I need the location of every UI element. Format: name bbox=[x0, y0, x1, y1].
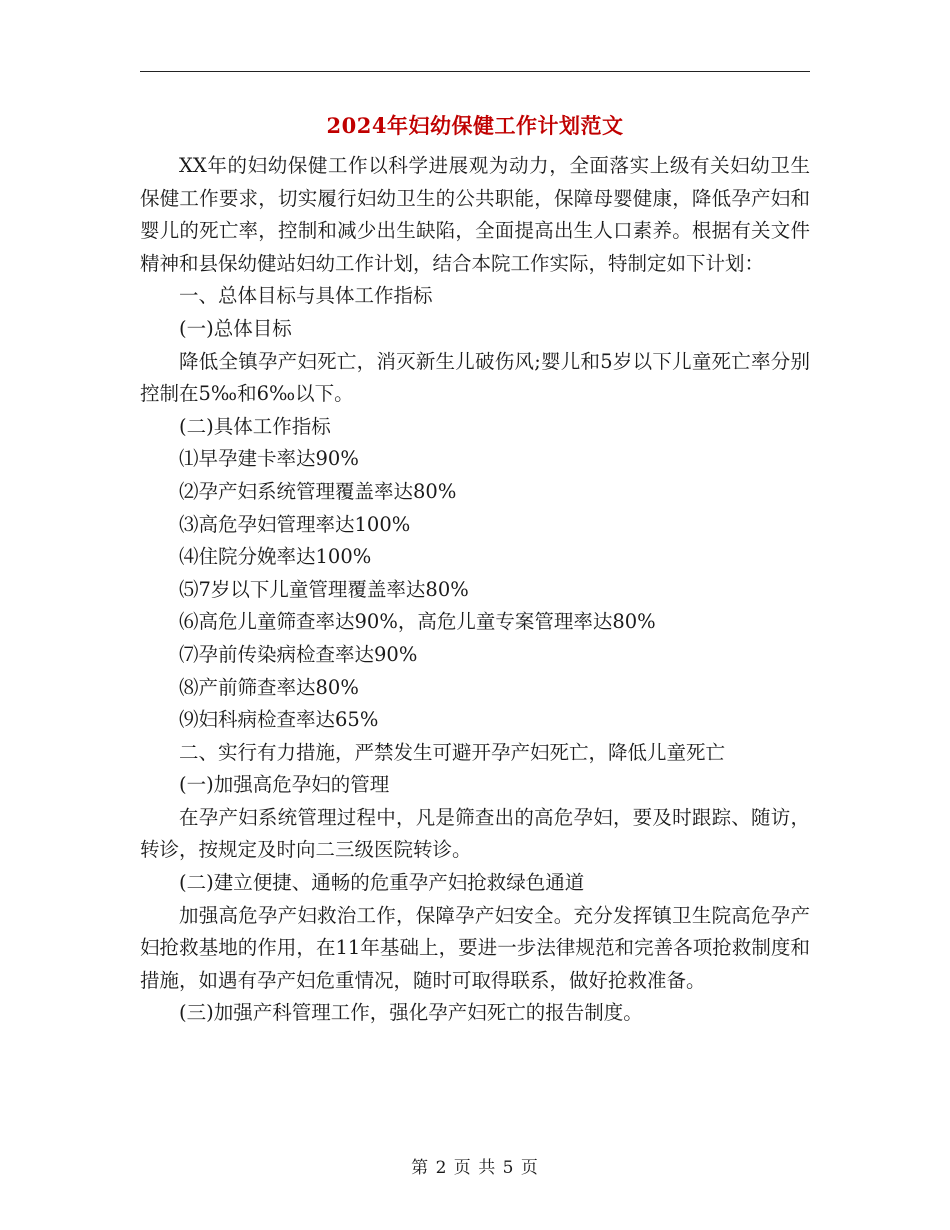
paragraph-overall-goal: 降低全镇孕产妇死亡，消灭新生儿破伤风;婴儿和5岁以下儿童死亡率分别控制在5‰和6‰以下。 bbox=[140, 349, 810, 406]
subheading-overall-goal: (一)总体目标 bbox=[179, 316, 292, 340]
page-number: 第 2 页 共 5 页 bbox=[411, 1158, 539, 1178]
paragraph-intro: XX年的妇幼保健工作以科学进展观为动力，全面落实上级有关妇幼卫生保健工作要求，切实履行妇幼卫生的公共职能，保障母婴健康，降低孕产妇和婴儿的死亡率，控制和减少出生缺陷，全面提高出生人口素养。根据有关文件精神和县保幼健站妇幼工作计划，结合本院工作实际，特制定如下计划： bbox=[140, 154, 810, 275]
list-item: ⑼妇科病检查率达65% bbox=[179, 708, 379, 732]
document-title: 2024年妇幼保健工作计划范文 bbox=[326, 113, 624, 138]
list-item: ⑵孕产妇系统管理覆盖率达80% bbox=[179, 479, 457, 503]
list-item: ⑹高危儿童筛查率达90%，高危儿童专案管理率达80% bbox=[179, 610, 656, 634]
heading-section-2: 二、实行有力措施，严禁发生可避开孕产妇死亡，降低儿童死亡 bbox=[179, 740, 726, 764]
heading-section-1: 一、总体目标与具体工作指标 bbox=[179, 284, 433, 308]
list-item: ⑶高危孕妇管理率达100% bbox=[179, 512, 411, 536]
subheading-obstetrics: (三)加强产科管理工作，强化孕产妇死亡的报告制度。 bbox=[179, 1001, 643, 1025]
list-item: ⑻产前筛查率达80% bbox=[179, 675, 359, 699]
list-item: ⑸7岁以下儿童管理覆盖率达80% bbox=[179, 577, 469, 601]
header-rule bbox=[140, 71, 810, 72]
subheading-high-risk: (一)加强高危孕妇的管理 bbox=[179, 773, 390, 797]
subheading-green-channel: (二)建立便捷、通畅的危重孕产妇抢救绿色通道 bbox=[179, 871, 585, 895]
paragraph-green-channel: 加强高危孕产妇救治工作，保障孕产妇安全。充分发挥镇卫生院高危孕产妇抢救基地的作用，在11年基础上，要进一步法律规范和完善各项抢救制度和措施，如遇有孕产妇危重情况，随时可取得联系，做好抢救准备。 bbox=[140, 903, 810, 992]
paragraph-high-risk: 在孕产妇系统管理过程中，凡是筛查出的高危孕妇，要及时跟踪、随访，转诊，按规定及时向二三级医院转诊。 bbox=[140, 805, 810, 862]
subheading-indicators: (二)具体工作指标 bbox=[179, 414, 331, 438]
list-item: ⑴早孕建卡率达90% bbox=[179, 447, 359, 471]
list-item: ⑷住院分娩率达100% bbox=[179, 545, 372, 569]
list-item: ⑺孕前传染病检查率达90% bbox=[179, 642, 418, 666]
document-body bbox=[140, 150, 810, 1030]
